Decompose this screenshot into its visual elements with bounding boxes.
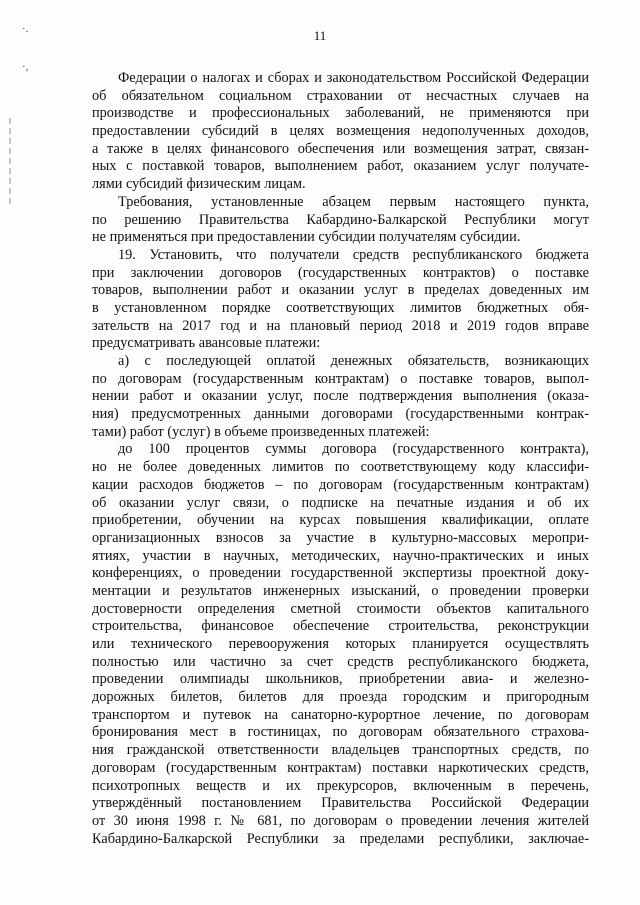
paragraph-line: проведении олимпиады школьников, приобретении авиа- и железно- — [92, 671, 589, 688]
paragraph-line: ятиях, участии в научных, методических, научно-практических и иных — [92, 547, 589, 564]
paragraph-line: лями субсидий физическим лицам. — [92, 176, 306, 193]
paragraph-line: приобретении, обучении на курсах повышения квалификации, оплате — [92, 512, 589, 529]
paragraph-line: Требования, установленные абзацем первым настоящего пункта, — [118, 193, 589, 210]
paragraph-line: предусматривать авансовые платежи: — [92, 335, 321, 352]
scan-mark: ·, — [22, 61, 29, 73]
paragraph-line: психотропных веществ и их прекурсоров, включенным в перечень, — [92, 777, 589, 794]
paragraph-line: по договорам (государственным контрактам) о поставке товаров, выпол- — [92, 370, 589, 387]
paragraph-line: но не более доведенных лимитов по соответствующему коду классифи- — [92, 459, 589, 476]
paragraph-line: по решению Правительства Кабардино-Балкарской Республики могут — [92, 211, 589, 228]
paragraph-line: об оказании услуг связи, о подписке на печатные издания и об их — [92, 494, 589, 511]
paragraph-line: зательств на 2017 год и на плановый период 2018 и 2019 годов вправе — [92, 317, 589, 334]
paragraph-line: утверждённый постановлением Правительства Российской Федерации — [92, 795, 589, 812]
paragraph-line: нении работ и оказании услуг, после подтверждения выполнения (оказа- — [92, 388, 589, 405]
paragraph — [92, 247, 589, 353]
paragraph-line: бронирования мест в гостиницах, по договорам обязательного страхова- — [92, 724, 589, 741]
paragraph-line: ных с поставкой товаров, выполнением работ, оказанием услуг получате- — [92, 158, 589, 175]
paragraph-line: об обязательном социальном страховании от несчастных случаев на — [92, 87, 589, 104]
paragraph-line: или технического перевооружения которых планируется осуществлять — [92, 636, 589, 652]
paragraph-line: тами) работ (услуг) в объеме произведенных платежей: — [92, 423, 430, 440]
paragraph-line: Федерации о налогах и сборах и законодательством Российской Федерации — [118, 70, 589, 86]
paragraph-line: достоверности определения сметной стоимости объектов капитального — [92, 600, 589, 617]
scan-mark: ·. — [22, 23, 29, 35]
paragraph-line: организационных взносов за участие в культурно-массовых меропри- — [92, 529, 589, 546]
paragraph-line: производстве и профессиональных заболеваний, не применяются при — [92, 105, 589, 122]
page-number: 11 — [313, 28, 327, 43]
scan-edge-artifact — [9, 118, 11, 208]
paragraph-line: товаров, выполнении работ и оказании услуг в пределах доведенных им — [92, 282, 589, 299]
paragraph-line: 19. Установить, что получатели средств республиканского бюджета — [118, 246, 589, 263]
paragraph-line: до 100 процентов суммы договора (государственного контракта), — [118, 441, 589, 458]
paragraph-line: ментации и результатов инженерных изысканий, о проведении проверки — [92, 582, 589, 599]
paragraph — [92, 353, 589, 441]
paragraph-line: строительства, финансовое обеспечение строительства, реконструкции — [92, 618, 589, 635]
paragraph-line: договорам (государственным контрактам) поставки наркотических средств, — [92, 759, 589, 776]
paragraph-line: полностью или частично за счет средств республиканского бюджета, — [92, 653, 589, 670]
paragraph-line: в установленном порядке соответствующих лимитов бюджетных обя- — [92, 299, 589, 316]
paragraph-line: кации расходов бюджетов – по договорам (государственным контрактам) — [92, 476, 589, 493]
paragraph-line: конференциях, о проведении государственной экспертизы проектной доку- — [92, 565, 589, 582]
paragraph-line: от 30 июня 1998 г. № 681, по договорам о проведении лечения жителей — [92, 812, 589, 829]
paragraph-line: а также в целях финансового обеспечения или возмещения затрат, связан- — [92, 140, 589, 157]
paragraph — [92, 70, 589, 194]
paragraph-line: Кабардино-Балкарской Республики за пределами республики, заключае- — [92, 830, 589, 847]
document-body — [92, 70, 589, 848]
paragraph-line: не применяться при предоставлении субсидии получателям субсидии. — [92, 229, 521, 246]
paragraph — [92, 441, 589, 848]
paragraph — [92, 194, 589, 247]
paragraph-line: при заключении договоров (государственных контрактов) о поставке — [92, 264, 589, 281]
paragraph-line: дорожных билетов, билетов для проезда городским и пригородным — [92, 689, 589, 706]
paragraph-line: транспортом и путевок на санаторно-курортное лечение, по договорам — [92, 706, 589, 723]
paragraph-line: а) с последующей оплатой денежных обязательств, возникающих — [118, 353, 589, 369]
paragraph-line: ния) предусмотренных данными договорами (государственными контрак- — [92, 406, 589, 423]
paragraph-line: предоставлении субсидий в целях возмещения недополученных доходов, — [92, 123, 589, 140]
paragraph-line: ния гражданской ответственности владельцев транспортных средств, по — [92, 742, 589, 759]
